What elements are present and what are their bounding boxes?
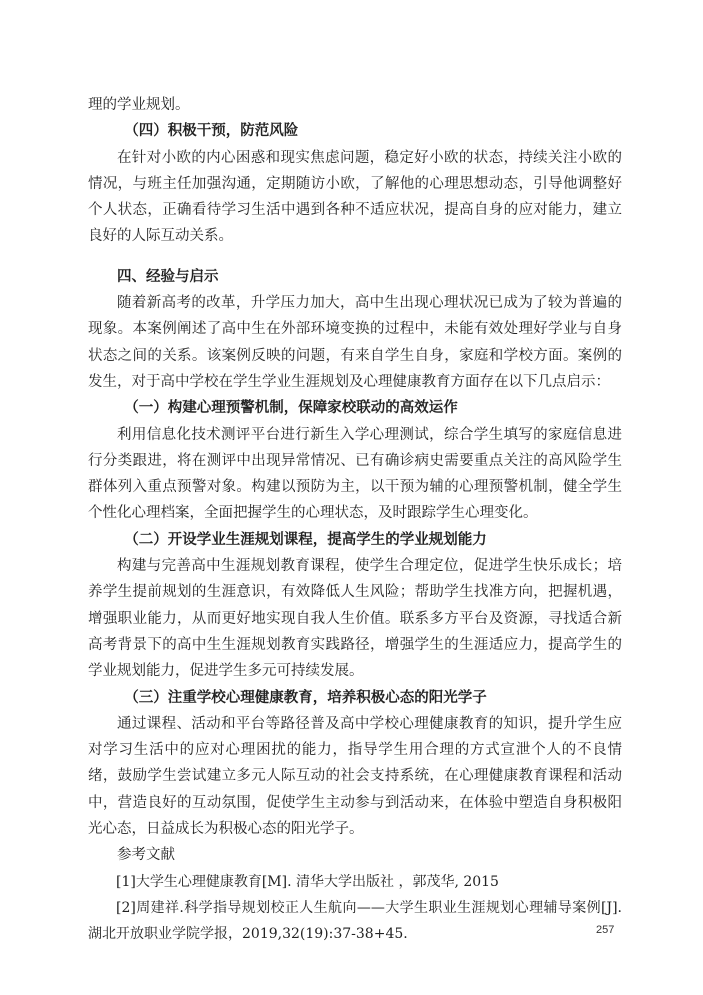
references-title: 参考文献 — [117, 847, 175, 864]
section-heading: 四、经验与启示 — [117, 268, 219, 285]
continuation-paragraph: 理的学业规划。 — [88, 97, 190, 113]
paragraph-4: 在针对小欧的内心困惑和现实焦虑问题，稳定好小欧的状态，持续关注小欧的情况，与班主任加强沟通，定期随访小欧，了解他的心理思想动态，引导他调整好个人状态，正确看待学习生活中遇到各种不适应状况，提高自身的应对能力，建立良好的人际互动关系。 — [88, 149, 622, 245]
document-body — [88, 92, 622, 948]
subheading-4: （四）积极干预，防范风险 — [124, 123, 299, 140]
paragraph-2: 构建与完善高中生涯规划教育课程，使学生合理定位，促进学生快乐成长；培养学生提前规划的生涯意识，有效降低人生风险；帮助学生找准方向，把握机遇，增强职业能力，从而更好地实现自我人生价值。联系多方平台及资源，寻找适合新高考背景下的高中生生涯规划教育实践路径，增强学生的生涯适应力，提高学生的学业规划能力，促进学生多元可持续发展。 — [88, 558, 622, 680]
reference-2: [2]周建祥.科学指导规划校正人生航向——大学生职业生涯规划心理辅导案例[J].湖北开放职业学院学报，2019,32(19):37-38+45. — [88, 899, 622, 943]
intro-paragraph: 随着新高考的改革，升学压力加大，高中生出现心理状况已成为了较为普遍的现象。本案例阐述了高中生在外部环境变换的过程中，未能有效处理好学业与自身状态之间的关系。该案例反映的问题，有来自学生自身，家庭和学校方面。案例的发生，对于高中学校在学生学业生涯规划及心理健康教育方面存在以下几点启示： — [88, 295, 622, 390]
page-number: 257 — [596, 924, 615, 936]
paragraph-3: 通过课程、活动和平台等路径普及高中学校心理健康教育的知识，提升学生应对学习生活中的应对心理困扰的能力，指导学生用合理的方式宣泄个人的不良情绪，鼓励学生尝试建立多元人际互动的社会支持系统，在心理健康教育课程和活动中，营造良好的互动氛围，促使学生主动参与到活动来，在体验中塑造自身积极阳光心态，日益成长为积极心态的阳光学子。 — [88, 715, 622, 838]
subheading-1: （一）构建心理预警机制，保障家校联动的高效运作 — [124, 400, 458, 417]
subheading-3: （三）注重学校心理健康教育，培养积极心态的阳光学子 — [124, 689, 487, 706]
reference-1: [1]大学生心理健康教育[M]. 清华大学出版社 ，郭茂华, 2015 — [116, 873, 499, 890]
paragraph-1: 利用信息化技术测评平台进行新生入学心理测试，综合学生填写的家庭信息进行分类跟进，将在测评中出现异常情况、已有确诊病史需要重点关注的高风险学生群体列入重点预警对象。构建以预防为主，以干预为辅的心理预警机制，健全学生个性化心理档案，全面把握学生的心理状态，及时跟踪学生心理变化。 — [88, 426, 622, 522]
subheading-2: （二）开设学业生涯规划课程，提高学生的学业规划能力 — [124, 531, 487, 548]
